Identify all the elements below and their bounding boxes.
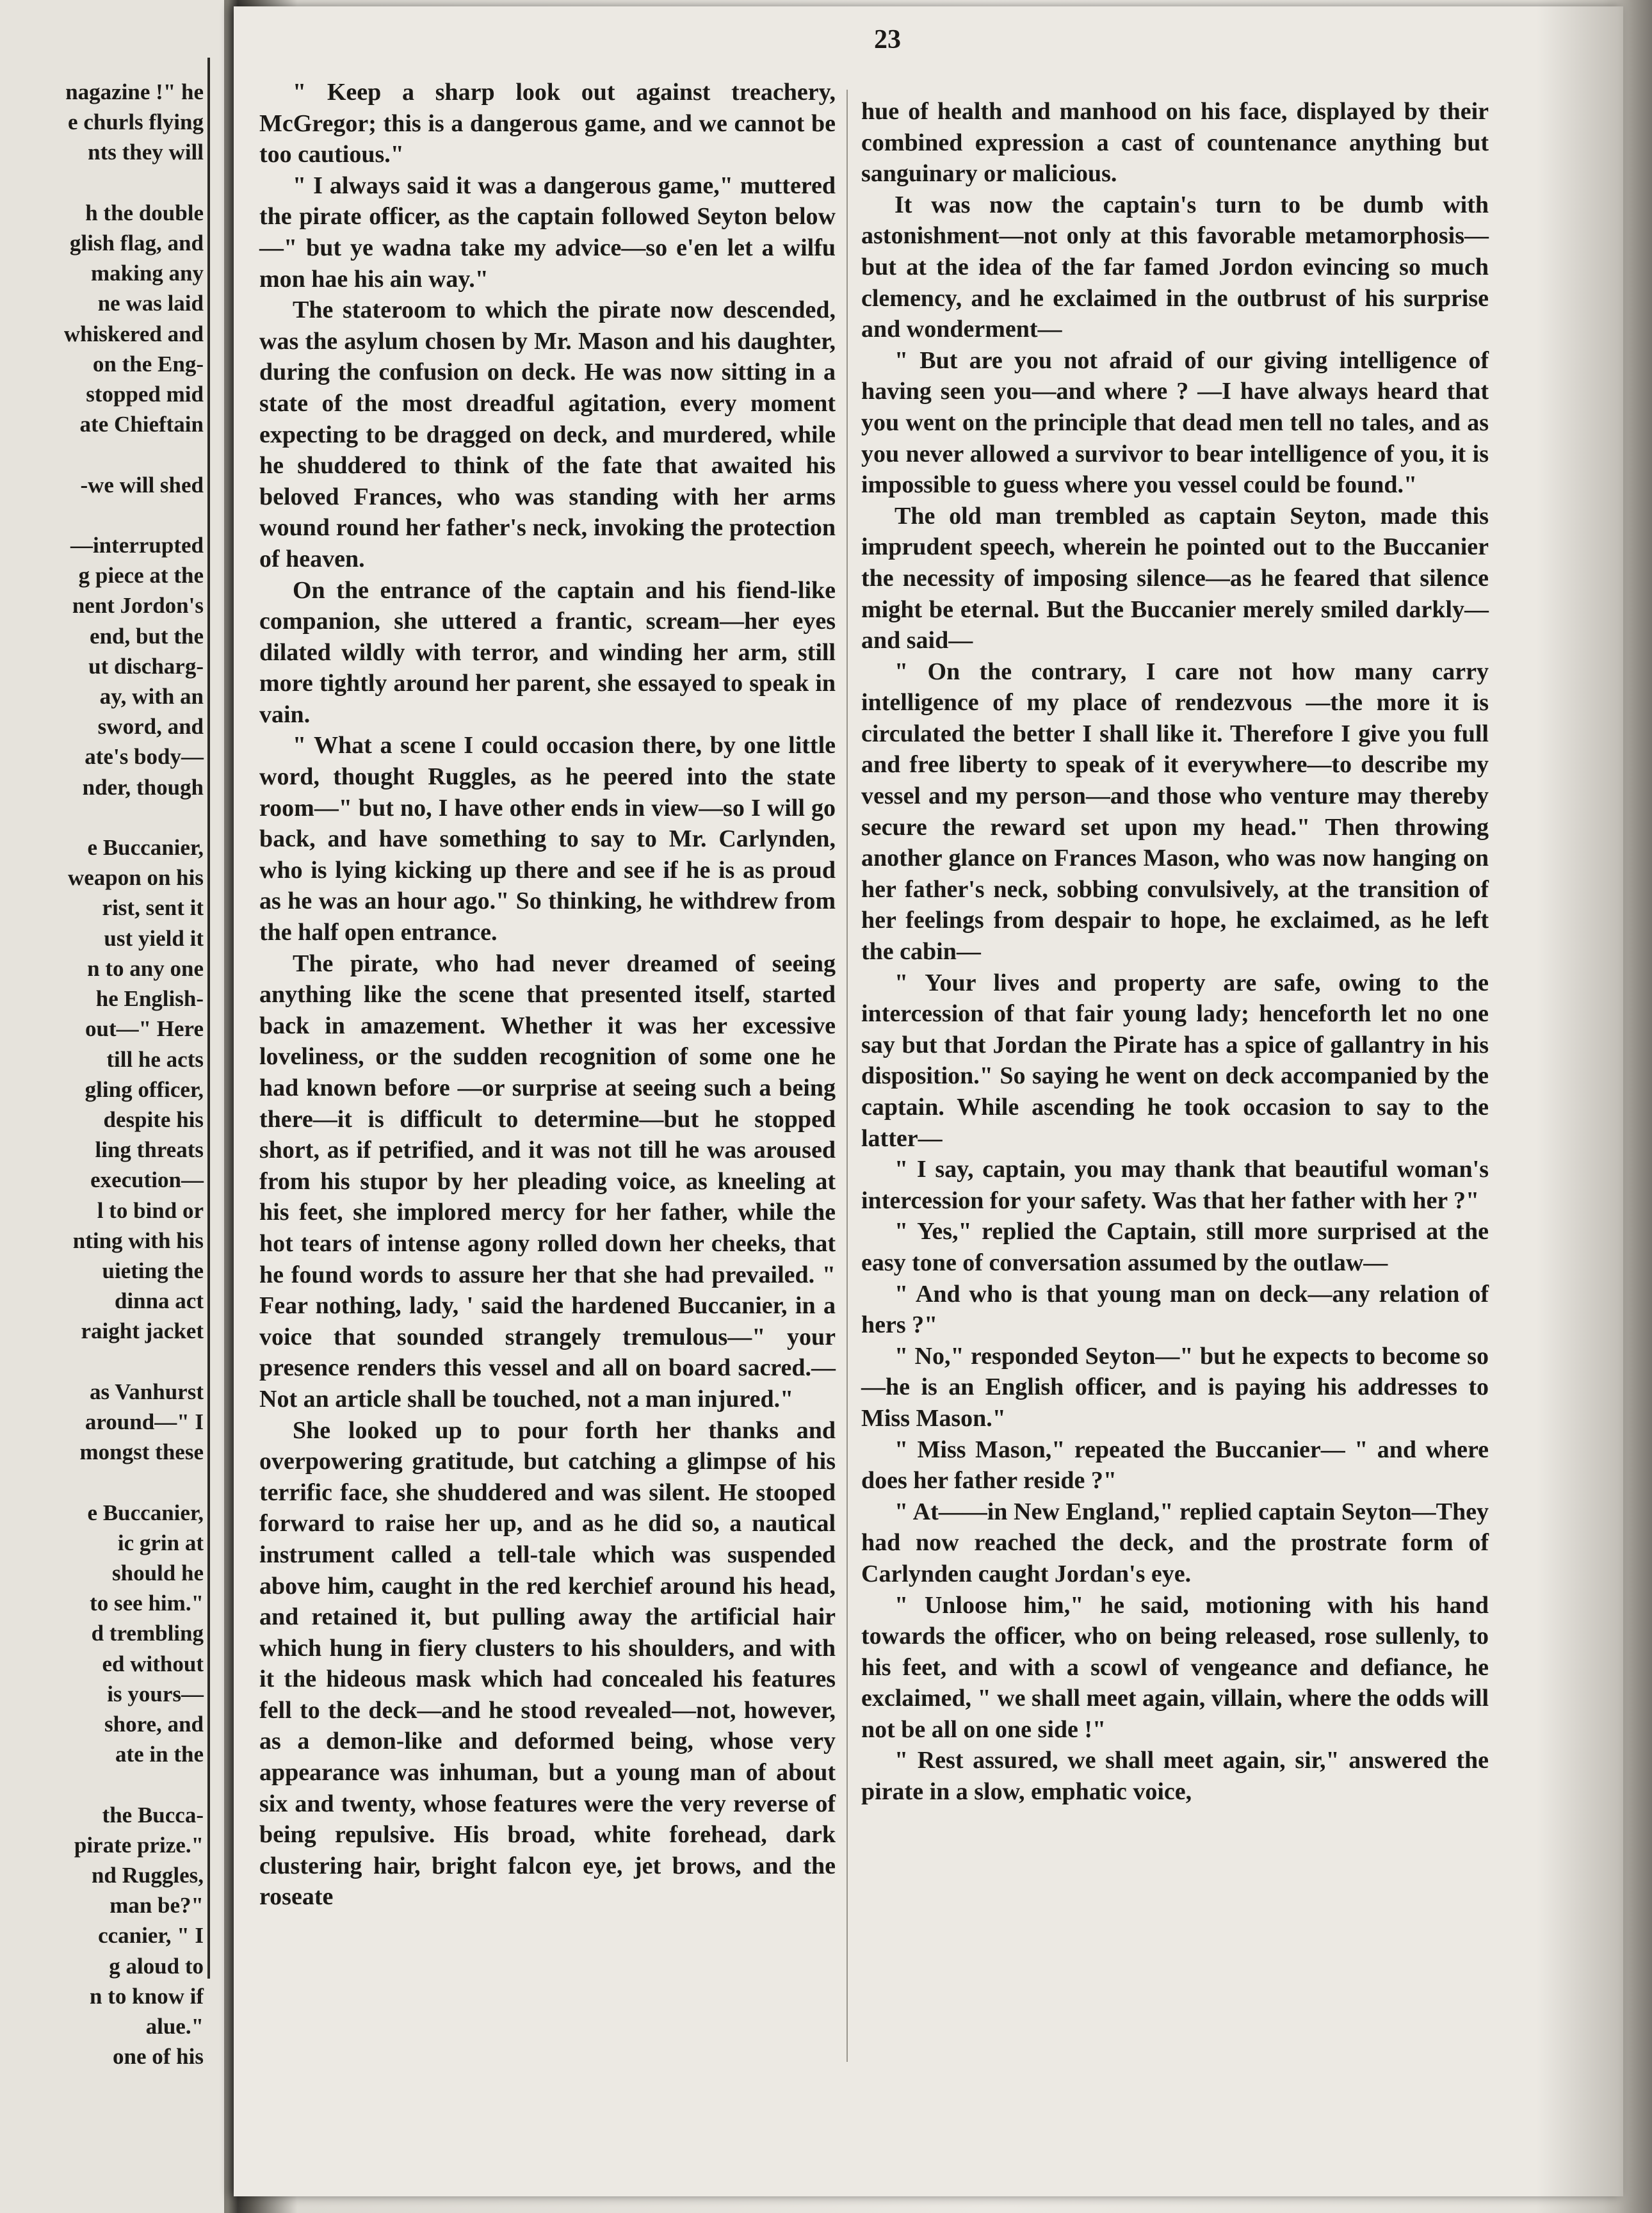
previous-page-line: making any (90, 261, 204, 286)
previous-page-text (0, 77, 204, 2071)
previous-page-line: glish flag, and (69, 231, 204, 256)
previous-page-line (0, 1347, 204, 1377)
paragraph: " I say, captain, you may thank that beautiful woman's intercession for your safety. Was that her father with her ?" (861, 1156, 1489, 1214)
paragraph: hue of health and manhood on his face, displayed by their combined expression a cast of countenance anything but sanguinary or malicious. (861, 98, 1489, 188)
previous-page-line: n to any one (87, 955, 204, 981)
previous-page-line: ate's body— (85, 744, 204, 770)
paragraph: The old man trembled as captain Seyton, made this imprudent speech, wherein he pointed out to the Buccanier the necessity of imposing silence—as he feared that silence might be eternal. But the Buccanier merely smiled darkly—and said— (861, 502, 1489, 654)
previous-page-line: pirate prize." (74, 1832, 204, 1858)
previous-page-line: weapon on his (67, 865, 204, 891)
previous-page-line: end, but the (90, 623, 204, 649)
previous-page-line: is yours— (107, 1681, 204, 1706)
previous-page-line (0, 1467, 204, 1497)
column-divider (846, 90, 848, 2062)
previous-page-line: -we will shed (80, 472, 204, 498)
previous-page-line: on the Eng- (92, 351, 204, 377)
previous-page-line: he English- (95, 986, 204, 1012)
previous-page-line: —interrupted (70, 533, 204, 558)
previous-page-line: sword, and (97, 714, 204, 740)
previous-page-line: nd Ruggles, (91, 1862, 204, 1888)
previous-page-fragment (0, 0, 224, 2213)
previous-page-line: man be?" (109, 1893, 204, 1918)
previous-page-line: ate Chieftain (79, 412, 204, 437)
previous-page-line: nting with his (72, 1228, 204, 1253)
previous-page-line: uieting the (102, 1258, 204, 1283)
previous-page-line: g piece at the (78, 563, 204, 588)
previous-page-line: d trembling (91, 1621, 204, 1646)
previous-page-line: shore, and (104, 1711, 204, 1737)
previous-page-line (0, 802, 204, 832)
paragraph: The pirate, who had never dreamed of seeing anything like the scene that presented itself, started back in amazement. Whether it was her excessive loveliness, or the sudden recognition of some one he had known before —or surprise at seeing such a being there—it is difficult to determine—but he stopped short, as if petrified, and it was not till he was aroused from his stupor by her pleading voice, as kneeling at his feet, she implored mercy for her father, while the hot tears of intense agony rolled down her cheeks, that he found words to assure her that she had prevailed. " Fear nothing, lady, ' said the hardened Buccanier, in a voice that sounded strangely tremulous—" your presence renders this vessel and all on board sacred.—Not an article shall be touched, not a man injured." (259, 950, 836, 1413)
paragraph: On the entrance of the captain and his fiend-like companion, she uttered a frantic, scream—her eyes dilated wildly with terror, and winding her arm, still more tightly around her parent, she essayed to speak in vain. (259, 576, 836, 728)
right-column (861, 96, 1489, 1808)
paragraph: " I always said it was a dangerous game," muttered the pirate officer, as the captain followed Seyton below—" but ye wadna take my advice—so e'en let a wilfu mon hae his ain way." (259, 172, 836, 293)
previous-page-line: e Buccanier, (87, 1500, 204, 1525)
previous-page-line: as Vanhurst (89, 1379, 204, 1404)
paragraph: " Rest assured, we shall meet again, sir," answered the pirate in a slow, emphatic voice, (861, 1747, 1489, 1806)
previous-page-line: dinna act (114, 1288, 204, 1314)
page-number: 23 (874, 25, 901, 54)
paragraph: " Yes," replied the Captain, still more surprised at the easy tone of conversation assumed by the outlaw— (861, 1218, 1489, 1276)
paragraph: " What a scene I could occasion there, by one little word, thought Ruggles, as he peered into the state room—" but no, I have other ends in view—so I will go back, and have something to say to Mr. Carlynden, who is lying kicking up there and see if he is as proud as he was an hour ago." So thinking, he withdrew from the half open entrance. (259, 732, 836, 946)
previous-page-line: raight jacket (81, 1318, 204, 1344)
paragraph: " Your lives and property are safe, owing to the intercession of that fair young lady; henceforth let no one say but that Jordan the Pirate has a spice of gallantry in his disposition." So saying he went on deck accompanied by the captain. While ascending he took occasion to say to the latter— (861, 969, 1489, 1152)
previous-page-line: h the double (85, 200, 204, 225)
previous-page-line (0, 1769, 204, 1799)
paragraph: " No," responded Seyton—" but he expects to become so—he is an English officer, and is paying his addresses to Miss Mason." (861, 1342, 1489, 1432)
previous-page-line: e churls flying (68, 109, 204, 135)
previous-page-line: out—" Here (85, 1016, 204, 1042)
paragraph: It was now the captain's turn to be dumb with astonishment—not only at this favorable metamorphosis—but at the idea of the far famed Jordon evincing so much clemency, and he exclaimed in the outbrust of his surprise and wonderment— (861, 191, 1489, 343)
previous-page-line: despite his (103, 1106, 204, 1132)
paragraph: She looked up to pour forth her thanks and overpowering gratitude, but catching a glimpse of his terrific face, she shuddered and was silent. He stooped forward to raise her up, and as he did so, a nautical instrument called a tell-tale which was suspended above him, caught in the red kerchief around his head, and retained it, but pulling away the artificial hair which hung in fiery clusters to his shoulders, and with it the hideous mask which had concealed his features fell to the deck—and he stood revealed—not, however, as a demon-like and deformed being, whose very appearance was inhuman, but a young man of about six and twenty, whose features were the very reverse of being repulsive. His broad, white forehead, dark clustering hair, bright falcon eye, jet brows, and the roseate (259, 1416, 836, 1911)
paragraph: " But are you not afraid of our giving intelligence of having seen you—and where ? —I have always heard that you went on the principle that dead men tell no tales, and as you never allowed a survivor to bear intelligence of you, it is impossible to guess where you vessel could be found." (861, 346, 1489, 499)
previous-page-line: nagazine !" he (65, 79, 204, 104)
previous-page-line: one of his (113, 2044, 204, 2070)
previous-page-line: ed without (102, 1651, 204, 1676)
paragraph: " At——in New England," replied captain Seyton—They had now reached the deck, and the prostrate form of Carlynden caught Jordan's eye. (861, 1498, 1489, 1587)
previous-page-line: execution— (90, 1167, 204, 1193)
previous-page-line: ling threats (95, 1137, 204, 1163)
previous-page-line: ic grin at (117, 1530, 204, 1555)
previous-page-line (0, 439, 204, 469)
previous-page-line: rist, sent it (102, 895, 204, 921)
paragraph: " On the contrary, I care not how many carry intelligence of my place of rendezvous —the more it is circulated the better I shall like it. Therefore I give you full and free liberty to speak of it everywhere—to describe my vessel and my person—and those who venture may thereby secure the reward set upon my head." Then throwing another glance on Frances Mason, who was now hanging on her father's neck, sobbing convulsively, at the transition of her feelings from despair to hope, he exclaimed, as he left the cabin— (861, 658, 1489, 966)
previous-page-line: n to know if (90, 1983, 204, 2009)
previous-page-line: nent Jordon's (72, 593, 204, 619)
previous-page-line: should he (112, 1560, 204, 1585)
previous-page-line: around—" I (85, 1409, 204, 1434)
previous-page-line: ust yield it (104, 925, 204, 951)
page-edge-shadow (1537, 0, 1652, 2213)
previous-page-line (0, 500, 204, 530)
previous-page-line: ate in the (115, 1742, 204, 1767)
previous-page-line: ccanier, " I (98, 1923, 204, 1949)
paragraph: " Miss Mason," repeated the Buccanier— " and where does her father reside ?" (861, 1436, 1489, 1495)
previous-page-line: the Bucca- (102, 1802, 204, 1828)
previous-page-line: to see him." (90, 1591, 204, 1616)
previous-page-column-rule (207, 58, 210, 1979)
previous-page-line: ne was laid (97, 291, 204, 316)
left-column (259, 77, 836, 1913)
previous-page-line (0, 168, 204, 198)
paragraph: " Unloose him," he said, motioning with his hand towards the officer, who on being released, rose sullenly, to his feet, and with a scowl of vengeance and defiance, he exclaimed, " we shall meet again, villain, where the odds will not be all on one side !" (861, 1591, 1489, 1743)
previous-page-line: stopped mid (86, 382, 204, 407)
previous-page-line: e Buccanier, (87, 835, 204, 861)
previous-page-line: nts they will (88, 140, 204, 165)
previous-page-line: whiskered and (63, 321, 204, 346)
previous-page-line: till he acts (106, 1046, 204, 1072)
previous-page-line: alue." (145, 2014, 204, 2039)
paragraph: " And who is that young man on deck—any relation of hers ?" (861, 1280, 1489, 1339)
previous-page-line: g aloud to (109, 1953, 204, 1979)
previous-page-line: ut discharg- (88, 653, 204, 679)
paragraph: The stateroom to which the pirate now descended, was the asylum chosen by Mr. Mason and his daughter, during the confusion on deck. He was now sitting in a state of the most dreadful agitation, every moment expecting to be dragged on deck, and murdered, while he shuddered to think of the fate that awaited his beloved Frances, who was standing with her arms wound round her father's neck, invoking the protection of heaven. (259, 296, 836, 572)
previous-page-line: nder, though (82, 774, 204, 800)
previous-page-line: l to bind or (97, 1197, 204, 1223)
previous-page-line: mongst these (79, 1439, 204, 1465)
previous-page-line: gling officer, (85, 1076, 204, 1102)
paragraph: " Keep a sharp look out against treachery, McGregor; this is a dangerous game, and we cannot be too cautious." (259, 79, 836, 168)
previous-page-line: ay, with an (99, 684, 204, 709)
